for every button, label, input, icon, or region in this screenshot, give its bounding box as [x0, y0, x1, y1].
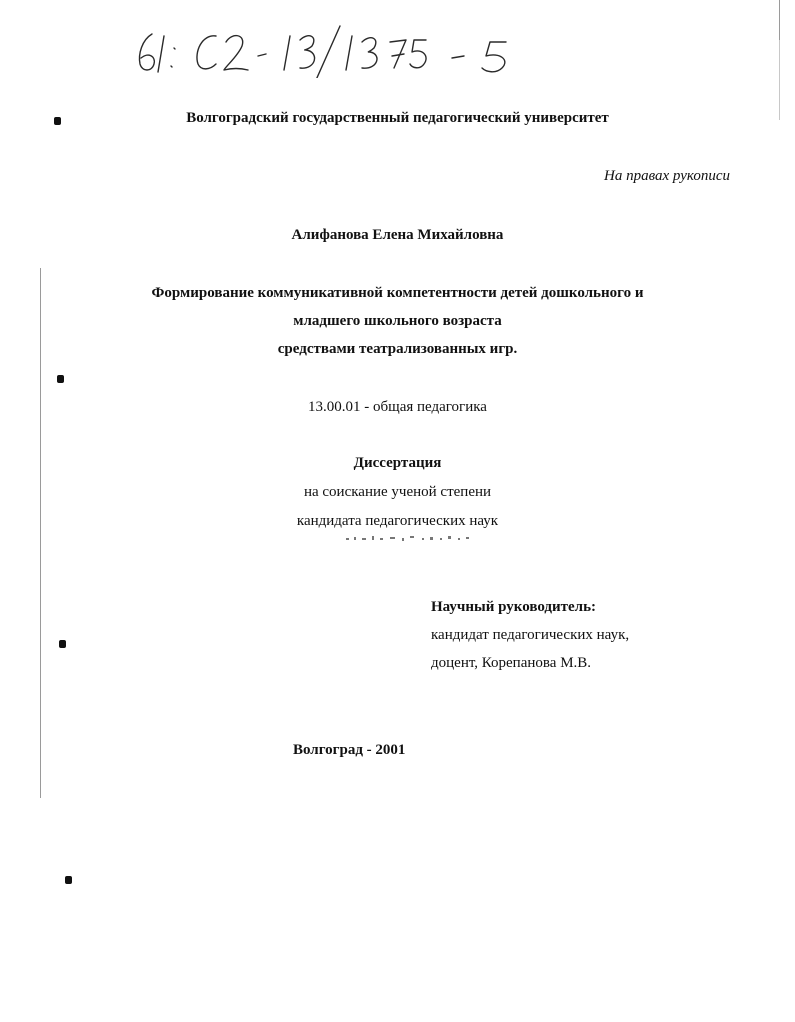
title-line-2: младшего школьного возраста	[293, 313, 502, 329]
work-type-heading: Диссертация	[353, 455, 442, 471]
supervisor-heading: Научный руководитель:	[431, 599, 596, 615]
place-and-year: Волгоград - 2001	[293, 742, 406, 758]
margin-dot-4	[65, 876, 72, 884]
work-type-line-2: кандидата педагогических наук	[296, 513, 499, 529]
title-line-1: Формирование коммуникативной компетентности детей дошкольного и	[151, 285, 644, 301]
rights-note: На правах рукописи	[604, 168, 730, 184]
supervisor-line-1: кандидат педагогических наук,	[431, 627, 630, 643]
margin-dot-3	[59, 640, 66, 648]
margin-dot-2	[57, 375, 64, 383]
stamp-residue	[344, 532, 474, 548]
handwritten-archive-code	[130, 18, 530, 78]
supervisor-line-2: доцент, Корепанова М.В.	[431, 655, 592, 671]
specialty-code: 13.00.01 - общая педагогика	[308, 399, 487, 415]
author-name: Алифанова Елена Михайловна	[291, 227, 504, 243]
title-line-3: средствами театрализованных игр.	[277, 341, 518, 357]
work-type-line-1: на соискание ученой степени	[303, 484, 492, 500]
right-scan-line	[779, 0, 780, 40]
university-name: Волгоградский государственный педагогический университет	[186, 110, 609, 126]
